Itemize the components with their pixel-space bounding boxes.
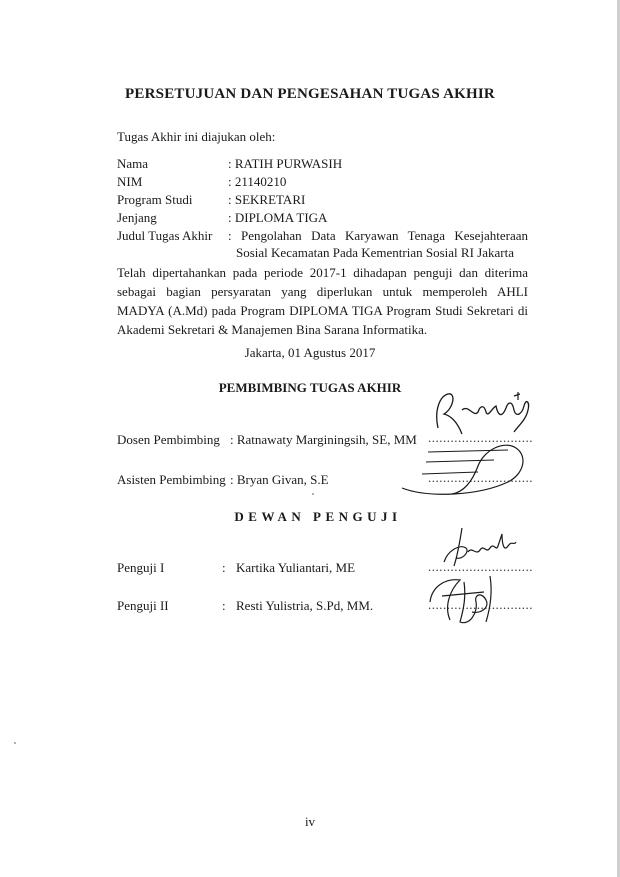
signature-line: ............................ bbox=[428, 470, 533, 485]
field-value: : 21140210 bbox=[228, 174, 287, 189]
field-value-line1: : Pengolahan Data Karyawan Tenaga Kesejahteraan bbox=[228, 228, 528, 243]
paper-speck bbox=[312, 493, 314, 495]
field-value: : RATIH PURWASIH bbox=[228, 156, 343, 171]
field-label: Judul Tugas Akhir bbox=[117, 228, 213, 243]
field-value: : DIPLOMA TIGA bbox=[228, 210, 328, 225]
supervisor-name: : Ratnawaty Marginingsih, SE, MM bbox=[230, 432, 417, 447]
field-label: Jenjang bbox=[117, 210, 157, 225]
document-title: PERSETUJUAN DAN PENGESAHAN TUGAS AKHIR bbox=[125, 86, 495, 102]
field-value-line2: Sosial Kecamatan Pada Kementrian Sosial RI Jakarta bbox=[236, 245, 514, 260]
approval-statement: Telah dipertahankan pada periode 2017-1 dihadapan penguji dan diterima sebagai bagian persyaratan yang diperlukan untuk memperoleh AHLI MADYA (A.Md) pada Program DIPLOMA TIGA Program Studi Sekretari di Akademi Sekretari & Manajemen Bina Sarana Informatika. bbox=[117, 265, 528, 337]
supervisor-role: Asisten Pembimbing bbox=[117, 472, 226, 487]
examiner-name: Kartika Yuliantari, ME bbox=[236, 560, 356, 575]
field-label: NIM bbox=[117, 174, 143, 189]
signature-line: ............................ bbox=[428, 559, 533, 574]
signature-supervisor-2 bbox=[398, 436, 538, 500]
intro-text: Tugas Akhir ini diajukan oleh: bbox=[117, 129, 276, 144]
page-number: iv bbox=[304, 814, 316, 829]
examiner-colon: : bbox=[222, 560, 226, 575]
signature-line: ............................ bbox=[428, 430, 533, 445]
field-value: : SEKRETARI bbox=[228, 192, 306, 207]
field-label: Program Studi bbox=[117, 192, 193, 207]
examiner-colon: : bbox=[222, 598, 226, 613]
place-date: Jakarta, 01 Agustus 2017 bbox=[244, 345, 376, 360]
field-label: Nama bbox=[117, 156, 149, 171]
signature-examiner-1 bbox=[432, 526, 522, 570]
examiner-role: Penguji II bbox=[117, 598, 169, 613]
paper-speck bbox=[14, 742, 16, 744]
supervisor-role: Dosen Pembimbing bbox=[117, 432, 220, 447]
examiner-heading: DEWAN PENGUJI bbox=[234, 509, 402, 524]
supervisor-name: : Bryan Givan, S.E bbox=[230, 472, 329, 487]
examiner-role: Penguji I bbox=[117, 560, 165, 575]
signature-line: ............................ bbox=[428, 597, 533, 612]
supervisor-heading: PEMBIMBING TUGAS AKHIR bbox=[218, 380, 402, 395]
signature-examiner-2 bbox=[420, 572, 520, 628]
examiner-name: Resti Yulistria, S.Pd, MM. bbox=[236, 598, 374, 613]
